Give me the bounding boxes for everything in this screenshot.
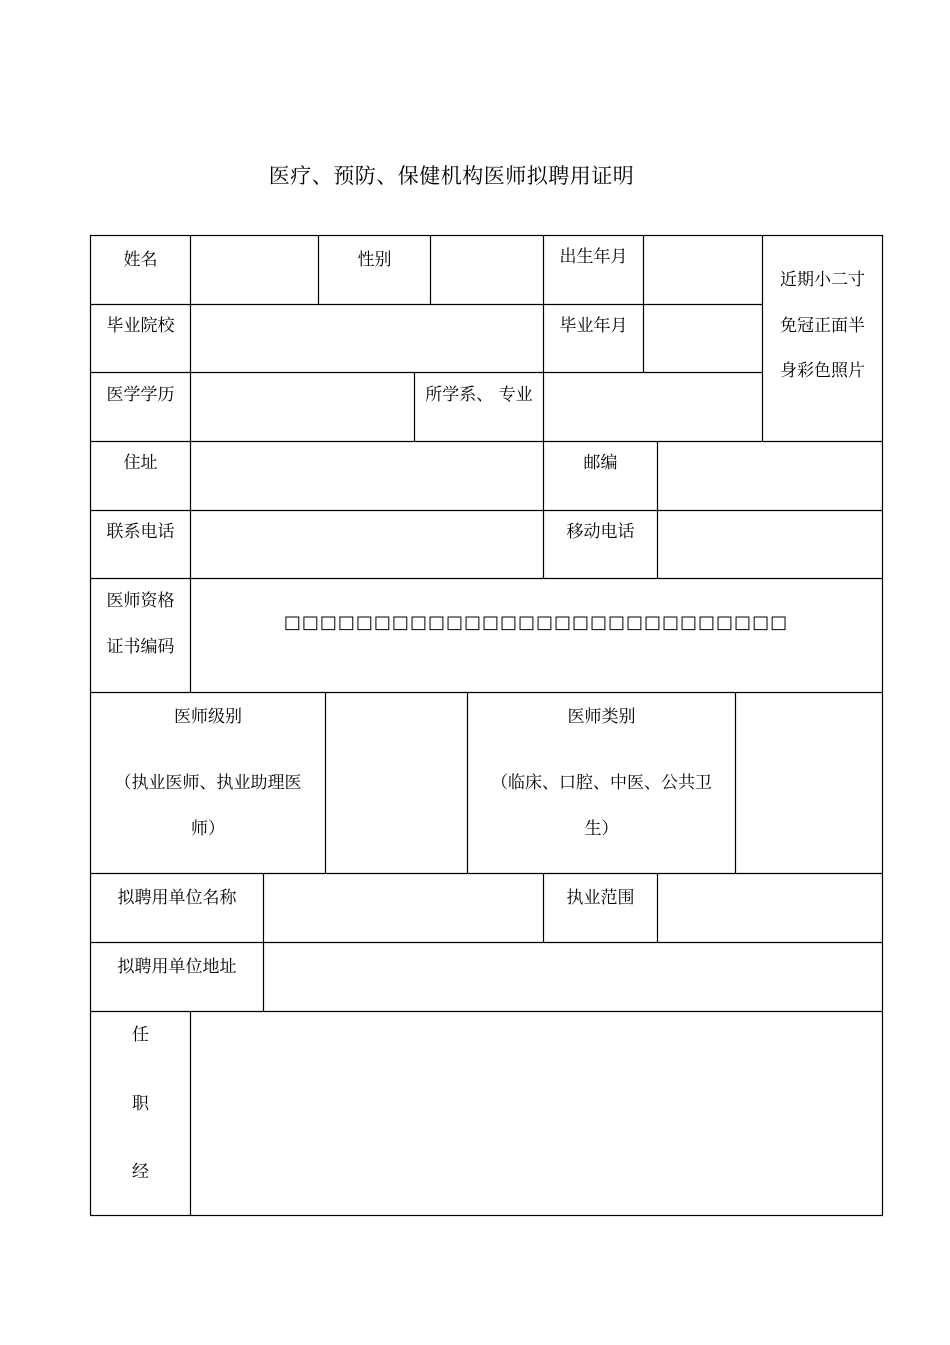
employer-name-label: 拟聘用单位名称 bbox=[117, 888, 237, 908]
cert-label-line1: 医师资格 bbox=[106, 591, 175, 611]
category-hint-line2: 生） bbox=[584, 819, 619, 839]
degree-label: 医学学历 bbox=[106, 385, 175, 405]
page-title: 医疗、预防、保健机构医师拟聘用证明 bbox=[268, 164, 635, 188]
level-hint-line1: （执业医师、执业助理医 bbox=[114, 773, 302, 793]
photo-instruction-line2: 免冠正面半 bbox=[780, 316, 865, 336]
address-field[interactable] bbox=[191, 442, 543, 510]
school-field[interactable] bbox=[191, 305, 543, 372]
mobile-label: 移动电话 bbox=[566, 522, 635, 542]
experience-label-char1: 任 bbox=[132, 1025, 149, 1045]
photo-instruction-line1: 近期小二寸 bbox=[780, 270, 865, 290]
school-label: 毕业院校 bbox=[106, 316, 175, 336]
cert-number-boxes[interactable]: □□□□□□□□□□□□□□□□□□□□□□□□□□□□ bbox=[283, 612, 789, 633]
level-field[interactable] bbox=[326, 693, 467, 873]
mobile-field[interactable] bbox=[658, 511, 882, 578]
category-label: 医师类别 bbox=[567, 707, 636, 727]
cert-label-line2: 证书编码 bbox=[106, 637, 175, 657]
employer-name-field[interactable] bbox=[264, 874, 543, 942]
major-label: 所学系、 专业 bbox=[425, 385, 533, 405]
address-label: 住址 bbox=[123, 453, 158, 473]
level-hint-line2: 师） bbox=[191, 819, 225, 839]
experience-label-char3: 经 bbox=[132, 1162, 149, 1182]
category-field[interactable] bbox=[736, 693, 882, 873]
employer-address-label: 拟聘用单位地址 bbox=[117, 957, 237, 977]
postcode-field[interactable] bbox=[658, 442, 882, 510]
photo-instruction-line3: 身彩色照片 bbox=[780, 361, 865, 381]
scope-label: 执业范围 bbox=[566, 888, 635, 908]
name-label: 姓名 bbox=[123, 250, 158, 270]
grad-date-field[interactable] bbox=[644, 305, 762, 372]
name-field[interactable] bbox=[191, 236, 318, 304]
category-hint-line1: （临床、口腔、中医、公共卫 bbox=[491, 773, 712, 793]
phone-label: 联系电话 bbox=[106, 522, 175, 542]
gender-field[interactable] bbox=[431, 236, 543, 304]
birth-field[interactable] bbox=[644, 236, 762, 304]
gender-label: 性别 bbox=[357, 250, 392, 270]
employer-address-field[interactable] bbox=[264, 943, 882, 1011]
major-field[interactable] bbox=[544, 373, 762, 441]
experience-field[interactable] bbox=[191, 1012, 882, 1215]
level-label: 医师级别 bbox=[174, 707, 242, 727]
grad-date-label: 毕业年月 bbox=[559, 316, 628, 336]
photo-placeholder[interactable] bbox=[763, 236, 882, 441]
postcode-label: 邮编 bbox=[583, 453, 618, 473]
phone-field[interactable] bbox=[191, 511, 543, 578]
scope-field[interactable] bbox=[658, 874, 882, 942]
birth-label: 出生年月 bbox=[559, 247, 628, 267]
experience-label-char2: 职 bbox=[132, 1094, 149, 1114]
degree-field[interactable] bbox=[191, 373, 414, 441]
